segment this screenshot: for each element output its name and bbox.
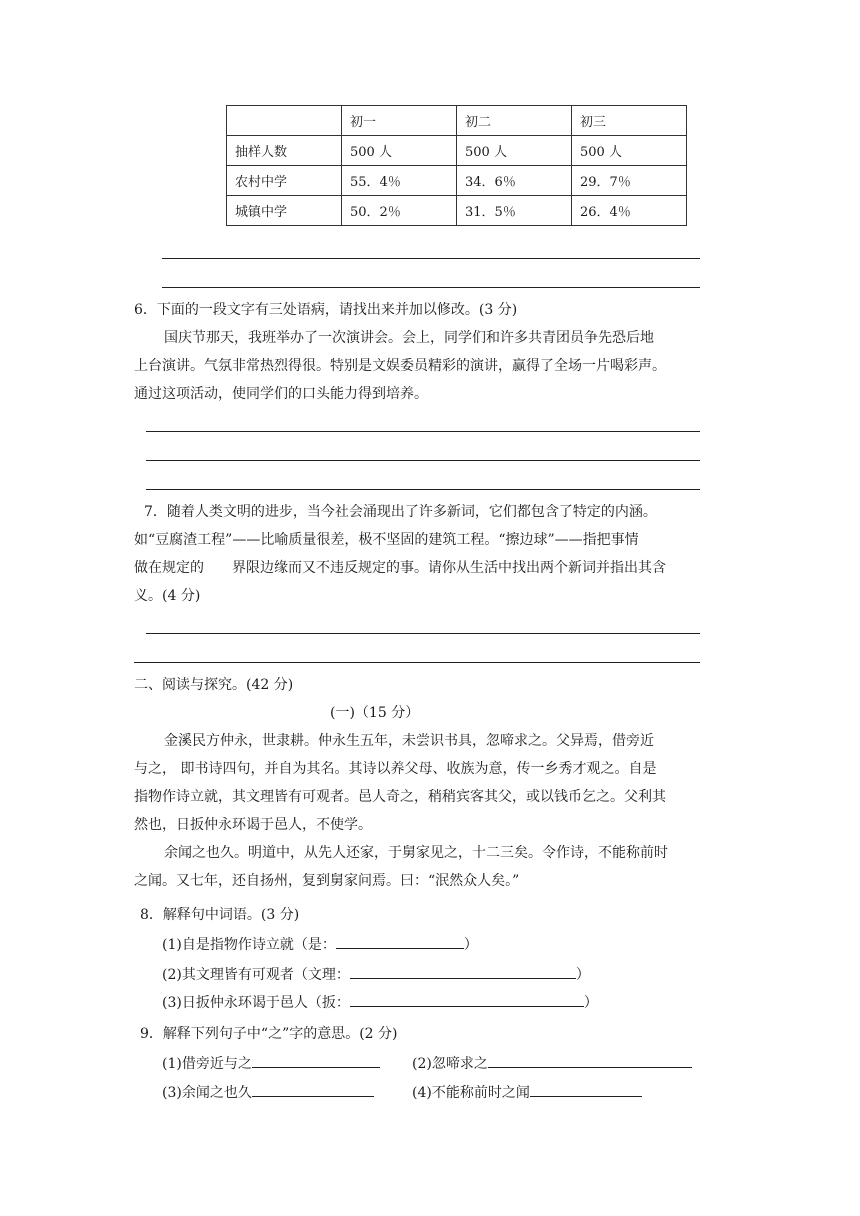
q7-line: 7．随着人类文明的进步，当今社会涌现出了许多新词，它们都包含了特定的内涵。 xyxy=(144,504,657,520)
table-header-row xyxy=(227,106,687,136)
q9-item xyxy=(162,1081,374,1103)
table-cell: 500 人 xyxy=(342,136,457,166)
classical-text-line: 指物作诗立就，其文理皆有可观者。邑人奇之，稍稍宾客其父，或以钱币乞之。父利其 xyxy=(134,789,666,805)
table-cell: 55．4％ xyxy=(342,166,457,196)
q6-stem: 6．下面的一段文字有三处语病，请找出来并加以修改。(3 分) xyxy=(134,302,518,318)
table-cell: 26．4％ xyxy=(572,196,687,226)
answer-line[interactable] xyxy=(146,633,700,634)
classical-text-line: 之闻。又七年，还自扬州，复到舅家问焉。曰：“泯然众人矣。” xyxy=(134,873,520,889)
answer-blank[interactable] xyxy=(252,1052,380,1068)
table-row xyxy=(227,196,687,226)
section-title: 二、阅读与探究。(42 分) xyxy=(134,677,294,693)
table-cell: 31．5％ xyxy=(457,196,572,226)
table-row xyxy=(227,136,687,166)
table-cell: 抽样人数 xyxy=(227,136,342,166)
answer-blank[interactable] xyxy=(488,1052,692,1068)
q6-passage-line: 通过这项活动，使同学们的口头能力得到培养。 xyxy=(134,386,428,402)
answer-line[interactable] xyxy=(134,662,700,663)
answer-line[interactable] xyxy=(146,460,700,461)
answer-line[interactable] xyxy=(162,258,700,259)
table-cell: 500 人 xyxy=(457,136,572,166)
table-cell: 农村中学 xyxy=(227,166,342,196)
q6-passage-line: 国庆节那天，我班举办了一次演讲会。会上，同学们和许多共青团员争先恐后地 xyxy=(164,330,654,346)
answer-line[interactable] xyxy=(162,287,700,288)
classical-text-line: 余闻之也久。明道中，从先人还家，于舅家见之，十二三矣。令作诗，不能称前时 xyxy=(164,845,668,861)
classical-text-line: 金溪民方仲永，世隶耕。仲永生五年，未尝识书具，忽啼求之。父异焉，借旁近 xyxy=(164,733,654,749)
q8-item-close: ） xyxy=(463,937,478,953)
part-title: (一)（15 分） xyxy=(330,705,420,721)
q8-stem: 8．解释句中词语。(3 分) xyxy=(140,907,300,923)
q8-item xyxy=(162,991,598,1013)
q9-stem: 9．解释下列句子中“之”字的意思。(2 分) xyxy=(140,1026,398,1042)
table-header-cell: 初三 xyxy=(572,106,687,136)
q9-item xyxy=(162,1052,380,1074)
classical-text-line: 然也，日扳仲永环谒于邑人，不使学。 xyxy=(134,817,372,833)
answer-blank[interactable] xyxy=(336,933,464,949)
q8-item-text: (1)自是指物作诗立就（是： xyxy=(162,937,336,953)
q8-item-text: (2)其文理皆有可观者（文理： xyxy=(162,967,350,983)
q7-line: 做在规定的 界限边缘而又不违反规定的事。请你从生活中找出两个新词并指出其含 xyxy=(134,560,666,576)
q9-item-text: (1)借旁近与之 xyxy=(162,1056,252,1072)
table-cell: 500 人 xyxy=(572,136,687,166)
table-header-cell: 初二 xyxy=(457,106,572,136)
q8-item-close: ） xyxy=(583,995,598,1011)
q8-item xyxy=(162,933,478,955)
table-cell: 34．6％ xyxy=(457,166,572,196)
q9-item xyxy=(412,1081,642,1103)
survey-table xyxy=(226,105,687,226)
answer-line[interactable] xyxy=(146,431,700,432)
q6-passage-line: 上台演讲。气氛非常热烈得很。特别是文娱委员精彩的演讲，赢得了全场一片喝彩声。 xyxy=(134,358,666,374)
q8-item xyxy=(162,963,590,985)
answer-blank[interactable] xyxy=(530,1081,642,1097)
q7-line: 义。(4 分) xyxy=(134,588,201,604)
table-cell: 城镇中学 xyxy=(227,196,342,226)
q8-item-text: (3)日扳仲永环谒于邑人（扳： xyxy=(162,995,350,1011)
answer-blank[interactable] xyxy=(350,963,576,979)
q9-item-text: (3)余闻之也久 xyxy=(162,1085,252,1101)
answer-blank[interactable] xyxy=(350,991,584,1007)
classical-text-line: 与之， 即书诗四句，并自为其名。其诗以养父母、收族为意，传一乡秀才观之。自是 xyxy=(134,761,657,777)
q9-item-text: (4)不能称前时之闻 xyxy=(412,1085,530,1101)
table-row xyxy=(227,166,687,196)
q8-item-close: ） xyxy=(575,967,590,983)
answer-blank[interactable] xyxy=(252,1081,374,1097)
table-cell: 50．2％ xyxy=(342,196,457,226)
answer-line[interactable] xyxy=(146,489,700,490)
q9-item-text: (2)忽啼求之 xyxy=(412,1056,488,1072)
table-header-cell: 初一 xyxy=(342,106,457,136)
table-cell: 29．7％ xyxy=(572,166,687,196)
q7-line: 如“豆腐渣工程”——比喻质量很差，极不坚固的建筑工程。“擦边球”——指把事情 xyxy=(134,532,639,548)
q9-item xyxy=(412,1052,692,1074)
table-header-cell xyxy=(227,106,342,136)
